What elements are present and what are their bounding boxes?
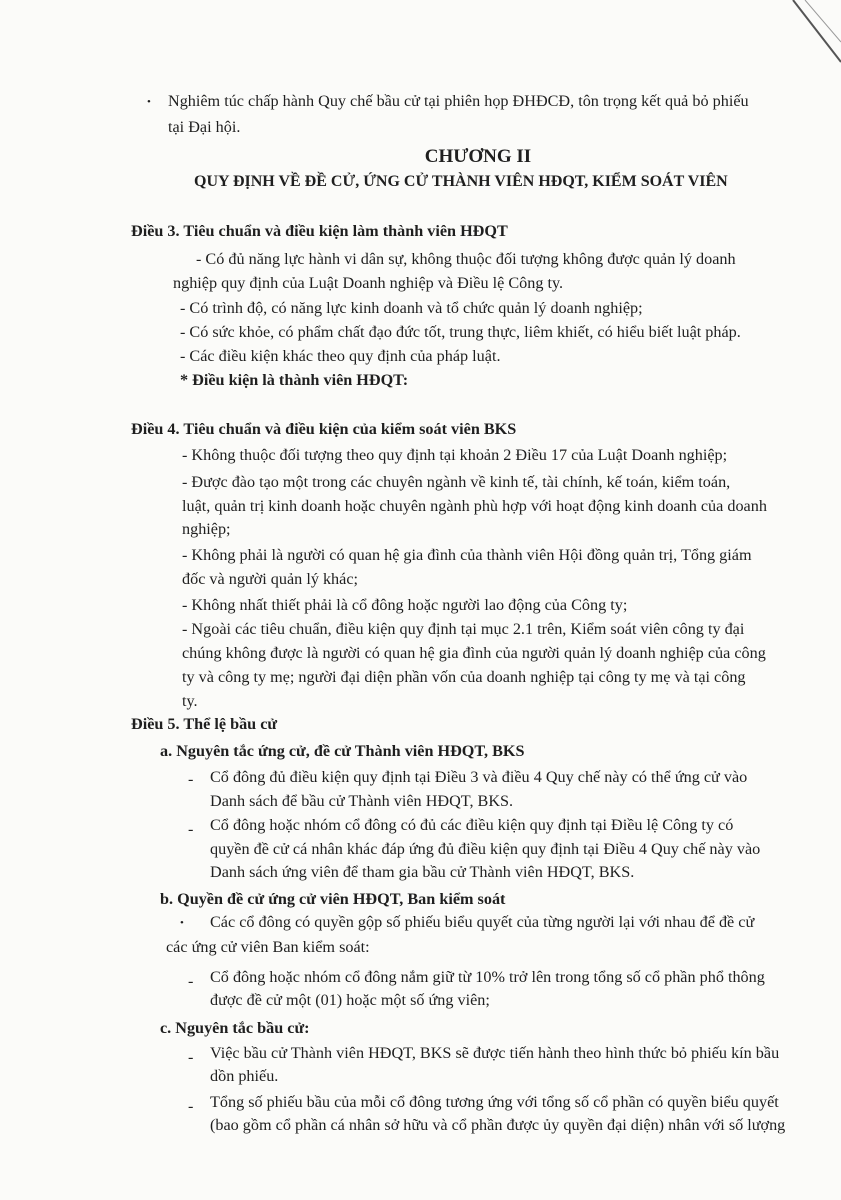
dash-icon: - bbox=[188, 1048, 194, 1066]
article-4-item-3-line-1: - Không phải là người có quan hệ gia đình của thành viên Hội đồng quản trị, Tổng giám bbox=[182, 546, 752, 564]
article-4-item-2-line-1: - Được đào tạo một trong các chuyên ngành về kinh tế, tài chính, kế toán, kiểm toán, bbox=[182, 473, 731, 491]
article-3-item-1-line-1: - Có đủ năng lực hành vi dân sự, không thuộc đối tượng không được quản lý doanh bbox=[196, 250, 736, 268]
section-c-heading: c. Nguyên tắc bầu cử: bbox=[160, 1019, 310, 1037]
dash-icon: - bbox=[188, 1097, 194, 1115]
article-3-item-3: - Có sức khỏe, có phẩm chất đạo đức tốt, trung thực, liêm khiết, có hiểu biết luật pháp. bbox=[180, 323, 741, 341]
article-4-item-3-line-2: đốc và người quản lý khác; bbox=[182, 570, 359, 588]
bullet-icon: • bbox=[147, 96, 151, 108]
section-a-item-1-line-2: Danh sách để bầu cử Thành viên HĐQT, BKS. bbox=[210, 792, 514, 810]
article-4-item-4: - Không nhất thiết phải là cổ đông hoặc người lao động của Công ty; bbox=[182, 596, 628, 614]
section-a-item-2-line-1: Cổ đông hoặc nhóm cổ đông có đủ các điều kiện quy định tại Điều lệ Công ty có bbox=[210, 816, 734, 834]
dash-icon: - bbox=[188, 820, 194, 838]
section-b-item-2-line-1: Cổ đông hoặc nhóm cổ đông nắm giữ từ 10% trở lên trong tổng số cổ phần phổ thông bbox=[210, 968, 765, 986]
scan-edge-mark bbox=[781, 0, 841, 70]
article-4-item-5-line-2: chúng không được là người có quan hệ gia đình của người quản lý doanh nghiệp của công bbox=[182, 644, 766, 662]
section-a-item-2-line-3: Danh sách ứng viên để tham gia bầu cử Thành viên HĐQT, BKS. bbox=[210, 863, 635, 881]
dash-icon: - bbox=[188, 972, 194, 990]
section-b-item-1-line-2: các ứng cử viên Ban kiểm soát: bbox=[166, 938, 370, 956]
article-5-heading: Điều 5. Thể lệ bầu cử bbox=[131, 715, 278, 733]
article-3-heading: Điều 3. Tiêu chuẩn và điều kiện làm thành viên HĐQT bbox=[131, 222, 508, 240]
section-b-heading: b. Quyền đề cử ứng cử viên HĐQT, Ban kiểm soát bbox=[160, 890, 506, 908]
section-c-item-2-line-2: (bao gồm cổ phần cá nhân sở hữu và cổ phần được ủy quyền đại diện) nhân với số lượng bbox=[210, 1116, 786, 1134]
section-c-item-1-line-2: dồn phiếu. bbox=[210, 1067, 279, 1085]
article-4-item-2-line-2: luật, quản trị kinh doanh hoặc chuyên ngành phù hợp với hoạt động kinh doanh của doanh bbox=[182, 497, 767, 515]
intro-line-2: tại Đại hội. bbox=[168, 118, 241, 136]
section-a-item-2-line-2: quyền đề cử cá nhân khác đáp ứng đủ điều kiện quy định tại Điều 4 Quy chế này vào bbox=[210, 840, 761, 858]
bullet-icon: • bbox=[180, 917, 184, 929]
chapter-title: CHƯƠNG II bbox=[424, 146, 532, 167]
intro-line-1: Nghiêm túc chấp hành Quy chế bầu cử tại phiên họp ĐHĐCĐ, tôn trọng kết quả bỏ phiếu bbox=[168, 92, 749, 110]
article-4-item-5-line-3: ty và công ty mẹ; người đại diện phần vốn của doanh nghiệp tại công ty mẹ và tại công bbox=[182, 668, 746, 686]
article-4-item-5-line-4: ty. bbox=[182, 692, 198, 710]
article-4-item-2-line-3: nghiệp; bbox=[182, 520, 231, 538]
article-3-item-4: - Các điều kiện khác theo quy định của pháp luật. bbox=[180, 347, 501, 365]
article-4-item-5-line-1: - Ngoài các tiêu chuẩn, điều kiện quy định tại mục 2.1 trên, Kiểm soát viên công ty đại bbox=[182, 620, 745, 638]
chapter-subtitle: QUY ĐỊNH VỀ ĐỀ CỬ, ỨNG CỬ THÀNH VIÊN HĐQT, KIỂM SOÁT VIÊN bbox=[194, 173, 728, 190]
section-c-item-1-line-1: Việc bầu cử Thành viên HĐQT, BKS sẽ được tiến hành theo hình thức bỏ phiếu kín bầu bbox=[210, 1044, 780, 1062]
article-3-item-1-line-2: nghiệp quy định của Luật Doanh nghiệp và Điều lệ Công ty. bbox=[173, 274, 564, 292]
section-c-item-2-line-1: Tổng số phiếu bầu của mỗi cổ đông tương ứng với tổng số cổ phần có quyền biểu quyết bbox=[210, 1093, 779, 1111]
article-4-item-1: - Không thuộc đối tượng theo quy định tại khoản 2 Điều 17 của Luật Doanh nghiệp; bbox=[182, 446, 728, 464]
section-b-item-2-line-2: được đề cử một (01) hoặc một số ứng viên; bbox=[210, 991, 490, 1009]
article-4-heading: Điều 4. Tiêu chuẩn và điều kiện của kiểm soát viên BKS bbox=[131, 420, 517, 438]
section-b-item-1-line-1: Các cổ đông có quyền gộp số phiếu biểu quyết của từng người lại với nhau để đề cử bbox=[210, 913, 755, 931]
article-3-item-2: - Có trình độ, có năng lực kinh doanh và tổ chức quản lý doanh nghiệp; bbox=[180, 299, 643, 317]
section-a-heading: a. Nguyên tắc ứng cử, đề cử Thành viên HĐQT, BKS bbox=[160, 742, 525, 760]
article-3-item-5: * Điều kiện là thành viên HĐQT: bbox=[180, 371, 409, 389]
dash-icon: - bbox=[188, 770, 194, 788]
section-a-item-1-line-1: Cổ đông đủ điều kiện quy định tại Điều 3 và điều 4 Quy chế này có thể ứng cử vào bbox=[210, 768, 748, 786]
